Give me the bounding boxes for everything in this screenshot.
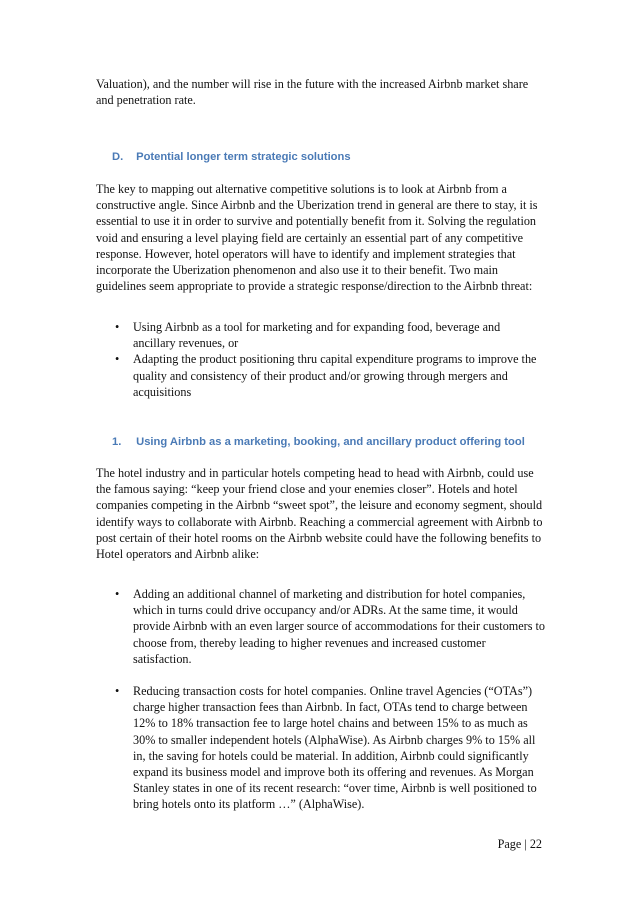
- section-d-title: Potential longer term strategic solutions: [136, 151, 351, 163]
- list-item: [115, 586, 545, 667]
- intro-paragraph: Valuation), and the number will rise in the future with the increased Airbnb market share and penetration rate.: [96, 77, 529, 108]
- page-label: Page: [497, 837, 522, 851]
- section-d-number: D.: [112, 151, 124, 163]
- section-d-bullet-list: [115, 319, 545, 400]
- bullet-icon: •: [115, 587, 120, 601]
- page-separator: |: [524, 837, 527, 851]
- page-footer: [498, 836, 542, 852]
- section-1-title: Using Airbnb as a marketing, booking, and ancillary product offering tool: [136, 436, 525, 448]
- section-1-bullet-list: [115, 586, 545, 813]
- section-1-paragraph: The hotel industry and in particular hotels competing head to head with Airbnb, could use the famous saying: “keep your friend close and your enemies closer”. Hotels and hotel companies competing in the Airbnb “sweet spot”, the leisure and economy segment, should identify ways to collaborate with Airbnb. Reaching a commercial agreement with Airbnb to post certain of their hotel rooms on the Airbnb website could have the following benefits to Hotel operators and Airbnb alike:: [96, 466, 543, 562]
- list-item: [115, 683, 545, 813]
- bullet-icon: •: [115, 684, 120, 699]
- list-item: [115, 319, 545, 351]
- list-item: [115, 351, 545, 400]
- list-item-text: Reducing transaction costs for hotel companies. Online travel Agencies (“OTAs”) charge higher transaction fees than Airbnb. In fact, OTAs tend to charge between 12% to 18% transaction fee to large hotel chains and between 15% to as much as 30% to smaller independent hotels (AlphaWise). As Airbnb charges 9% to 15% all in, the saving for hotels could be material. In addition, Airbnb could significantly expand its business model and improve both its offering and revenues. As Morgan Stanley states in one of its recent research: “over time, Airbnb is well positioned to bring hotels onto its platform …” (AlphaWise).: [133, 684, 537, 812]
- section-1-number: 1.: [112, 436, 122, 448]
- list-item-text: Using Airbnb as a tool for marketing and for expanding food, beverage and ancillary revenues, or: [133, 320, 501, 351]
- bullet-icon: •: [115, 320, 120, 334]
- list-item-text: Adding an additional channel of marketing and distribution for hotel companies, which in turns could drive occupancy and/or ADRs. At the same time, it would provide Airbnb with an even larger source of accommodations for their customers to choose from, thereby leading to higher revenues and increased customer satisfaction.: [133, 587, 545, 666]
- section-1-heading: [112, 436, 525, 448]
- page-number: 22: [529, 837, 542, 851]
- bullet-icon: •: [115, 352, 120, 367]
- list-item-text: Adapting the product positioning thru capital expenditure programs to improve the quality and consistency of their product and/or growing through mergers and acquisitions: [133, 352, 537, 399]
- section-d-paragraph: The key to mapping out alternative competitive solutions is to look at Airbnb from a constructive angle. Since Airbnb and the Uberization trend in general are there to stay, it is essential to use it in order to survive and potentially benefit from it. Solving the regulation void and ensuring a level playing field are certainly an essential part of any competitive response. However, hotel operators will have to identify and implement strategies that incorporate the Uberization phenomenon and also use it to their benefit. Two main guidelines seem appropriate to provide a strategic response/direction to the Airbnb threat:: [96, 182, 538, 294]
- section-d-heading: [112, 151, 351, 163]
